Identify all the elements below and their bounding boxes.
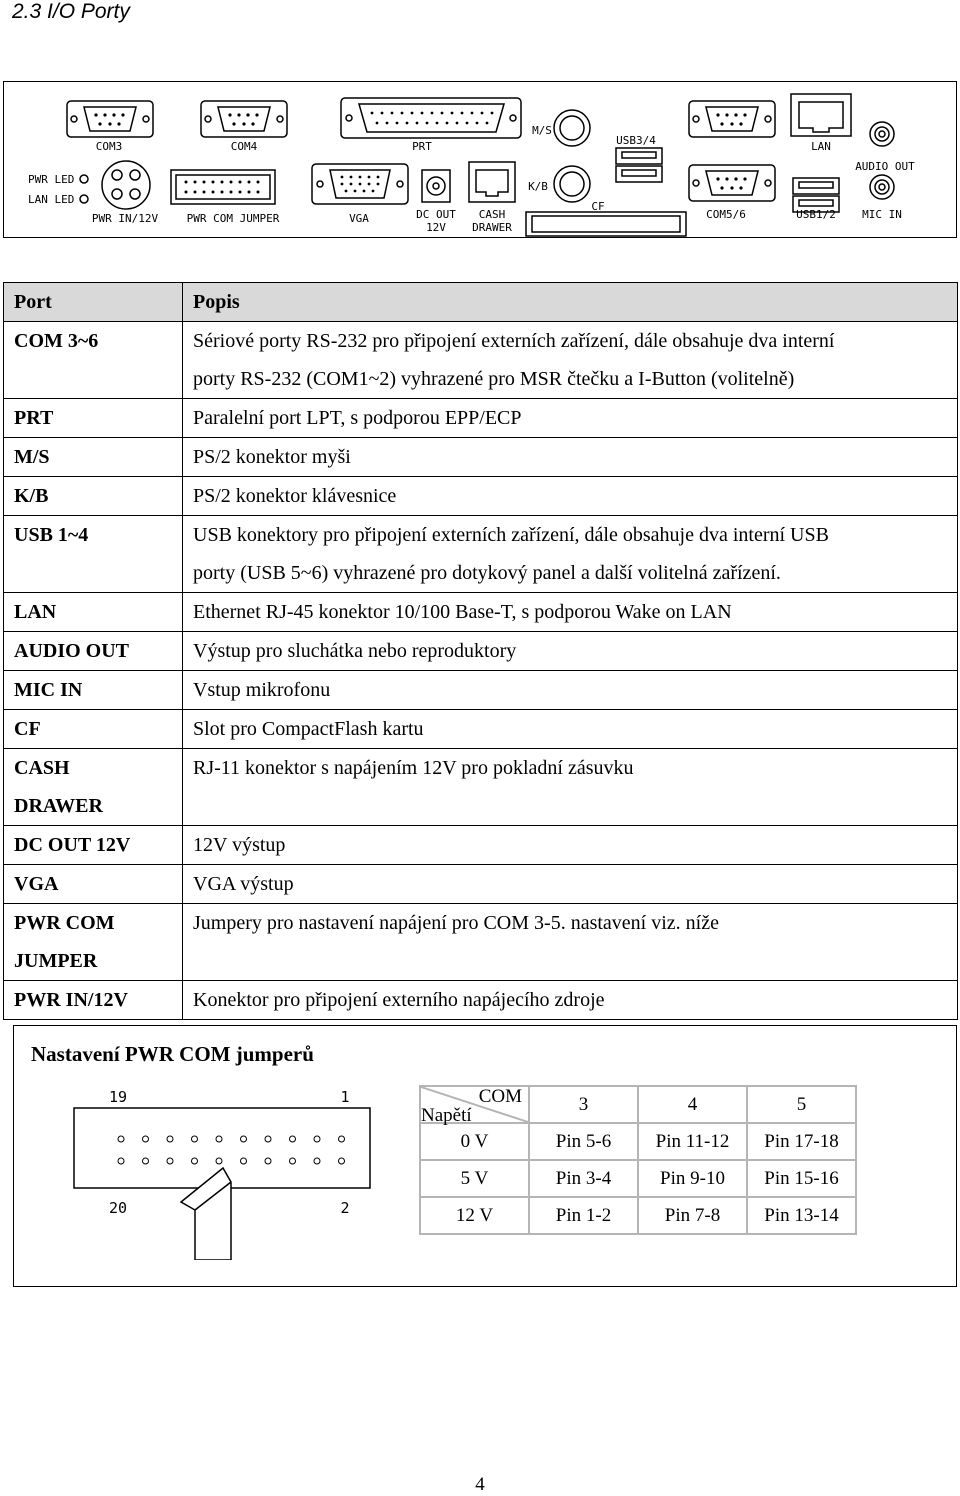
column-com-4: 4 (638, 1086, 747, 1123)
port-description-cell (183, 438, 958, 477)
port-name-line: PRT (14, 407, 54, 429)
pwr-com-jumper-header (171, 170, 275, 204)
port-name-line: PWR IN/12V (14, 989, 128, 1011)
port-description-line: porty RS-232 (COM1~2) vyhrazené pro MSR čtečku a I-Button (volitelně) (193, 368, 795, 390)
jumper-pin (241, 1158, 247, 1164)
prt-connector (341, 98, 521, 138)
jumper-settings-box (13, 1025, 957, 1287)
cf-slot (526, 212, 686, 236)
jumper-header-diagram (73, 1090, 373, 1260)
port-description-cell (183, 399, 958, 438)
port-name-cell (4, 865, 183, 904)
port-description-cell (183, 632, 958, 671)
port-description-line: PS/2 konektor myši (193, 446, 351, 468)
lan-led (80, 195, 88, 203)
port-column-header: Port (4, 283, 183, 322)
port-name-cell (4, 516, 183, 593)
voltage-cell: 12 V (420, 1197, 529, 1234)
mic-in-label: MIC IN (862, 208, 902, 221)
com56-label: COM5/6 (706, 208, 746, 221)
pwr-com-jumper-label: PWR COM JUMPER (186, 212, 280, 225)
mic-in-jack (870, 175, 894, 199)
port-row (4, 593, 958, 632)
jumper-pin (314, 1136, 320, 1142)
audio-out-label: AUDIO OUT (855, 160, 915, 173)
jumper-pin (167, 1158, 173, 1164)
pin-19-label: 19 (108, 1090, 128, 1106)
cash-drawer-rj11 (469, 162, 515, 202)
jumper-title: Nastavení PWR COM jumperů (31, 1042, 314, 1066)
port-description-line: Paralelní port LPT, s podporou EPP/ECP (193, 407, 522, 429)
port-name-line: VGA (14, 873, 59, 895)
lan-led-label: LAN LED (28, 193, 75, 206)
jumper-pin (167, 1136, 173, 1142)
port-description-line: Ethernet RJ-45 konektor 10/100 Base-T, s podporou Wake on LAN (193, 601, 732, 623)
pin-cell: Pin 7-8 (638, 1197, 747, 1234)
jumper-pin (265, 1158, 271, 1164)
port-name-cell (4, 477, 183, 516)
jumper-table-header (420, 1086, 856, 1123)
jumper-table (419, 1085, 857, 1235)
port-row (4, 516, 958, 593)
drawer-label: DRAWER (472, 221, 512, 234)
pin-2-label: 2 (340, 1199, 350, 1217)
pin-cell: Pin 11-12 (638, 1123, 747, 1160)
column-com-3: 3 (529, 1086, 638, 1123)
jumper-pin (143, 1136, 149, 1142)
port-name-line: CF (14, 718, 41, 740)
port-name-line: K/B (14, 485, 49, 507)
vga-label: VGA (349, 212, 369, 225)
com-upper-right-connector (689, 101, 775, 137)
port-name-line: COM 3~6 (14, 330, 99, 352)
jumper-pin (216, 1136, 222, 1142)
port-name-line: MIC IN (14, 679, 83, 701)
usb34-label: USB3/4 (616, 134, 656, 147)
jumper-pin (192, 1136, 198, 1142)
port-name-line: M/S (14, 446, 50, 468)
port-row (4, 671, 958, 710)
port-description-line: RJ-11 konektor s napájením 12V pro pokladní zásuvku (193, 757, 634, 779)
port-description-cell (183, 516, 958, 593)
port-name-line: JUMPER (14, 950, 98, 972)
pin-cell: Pin 1-2 (529, 1197, 638, 1234)
port-name-cell (4, 399, 183, 438)
port-description-line: USB konektory pro připojení externích zařízení, dále obsahuje dva interní USB (193, 524, 829, 546)
usb12-label: USB1/2 (796, 208, 836, 221)
ms-label: M/S (532, 124, 552, 137)
com3-label: COM3 (95, 140, 123, 153)
port-name-line: USB 1~4 (14, 524, 89, 546)
port-name-cell (4, 826, 183, 865)
port-name-cell (4, 632, 183, 671)
pin-cell: Pin 3-4 (529, 1160, 638, 1197)
pwr-led (80, 175, 88, 183)
pin-20-label: 20 (108, 1199, 128, 1217)
port-row (4, 438, 958, 477)
jumper-pin (118, 1136, 124, 1142)
com3-connector (67, 101, 153, 137)
port-row (4, 904, 958, 981)
voltage-cell: 5 V (420, 1160, 529, 1197)
jumper-pin (339, 1158, 345, 1164)
audio-out-jack (870, 122, 894, 146)
port-name-cell (4, 904, 183, 981)
jumper-row-0v (420, 1123, 856, 1160)
ports-table (3, 282, 958, 1020)
port-name-cell (4, 749, 183, 826)
port-name-cell (4, 438, 183, 477)
jumper-table-corner (420, 1086, 529, 1126)
jumper-pin (290, 1136, 296, 1142)
jumper-pin (265, 1136, 271, 1142)
port-description-cell (183, 865, 958, 904)
port-description-cell (183, 710, 958, 749)
port-description-line: Sériové porty RS-232 pro připojení externích zařízení, dále obsahuje dva interní (193, 330, 835, 352)
port-description-cell (183, 477, 958, 516)
com4-connector (201, 101, 287, 137)
port-name-line: DC OUT 12V (14, 834, 131, 856)
jumper-pin (143, 1158, 149, 1164)
lan-rj45-connector (791, 94, 851, 136)
cash-label: CASH (478, 208, 506, 221)
port-description-line: porty (USB 5~6) vyhrazené pro dotykový panel a další volitelná zařízení. (193, 562, 781, 584)
port-description-line: Slot pro CompactFlash kartu (193, 718, 424, 740)
column-com-5: 5 (747, 1086, 856, 1123)
port-row (4, 477, 958, 516)
jumper-pin (241, 1136, 247, 1142)
corner-voltage-label: Napětí (421, 1105, 472, 1126)
com4-label: COM4 (230, 140, 258, 153)
pin-cell: Pin 13-14 (747, 1197, 856, 1234)
port-description-line: Výstup pro sluchátka nebo reproduktory (193, 640, 517, 662)
pin-cell: Pin 5-6 (529, 1123, 638, 1160)
port-description-cell (183, 322, 958, 399)
usb34-connector (616, 148, 662, 182)
jumper-row-12v (420, 1197, 856, 1234)
port-row (4, 399, 958, 438)
section-heading: 2.3 I/O Porty (12, 0, 130, 23)
dc-out-label: DC OUT (416, 208, 456, 221)
voltage-cell: 0 V (420, 1123, 529, 1160)
port-row (4, 749, 958, 826)
port-name-cell (4, 322, 183, 399)
port-row (4, 632, 958, 671)
pin-cell: Pin 15-16 (747, 1160, 856, 1197)
port-description-cell (183, 981, 958, 1020)
pwr-in-connector (102, 161, 150, 209)
port-description-line: 12V výstup (193, 834, 286, 856)
dc-out-jack (422, 170, 450, 202)
port-row (4, 322, 958, 399)
pin-cell: Pin 17-18 (747, 1123, 856, 1160)
lan-label: LAN (811, 140, 831, 153)
port-description-cell (183, 826, 958, 865)
port-description-line: VGA výstup (193, 873, 294, 895)
jumper-row-5v (420, 1160, 856, 1197)
port-name-cell (4, 593, 183, 632)
corner-com-label: COM (478, 1086, 522, 1107)
com56-connector (689, 165, 775, 201)
pin-1-label: 1 (340, 1090, 350, 1106)
ms-ps2-connector (554, 110, 590, 146)
jumper-pin (192, 1158, 198, 1164)
io-panel-diagram (3, 81, 957, 238)
jumper-pin (118, 1158, 124, 1164)
port-name-line: AUDIO OUT (14, 640, 130, 662)
kb-label: K/B (528, 180, 548, 193)
port-row (4, 865, 958, 904)
port-row (4, 826, 958, 865)
port-description-cell (183, 671, 958, 710)
desc-column-header: Popis (183, 283, 958, 322)
jumper-pin (216, 1158, 222, 1164)
cf-label: CF (591, 200, 605, 213)
pwr-in-label: PWR IN/12V (91, 212, 159, 225)
ports-table-header (4, 283, 958, 322)
io-panel-svg (4, 82, 958, 239)
port-name-cell (4, 710, 183, 749)
port-name-line: PWR COM (14, 912, 115, 934)
port-description-line: Konektor pro připojení externího napájecího zdroje (193, 989, 605, 1011)
port-description-line: Jumpery pro nastavení napájení pro COM 3-5. nastavení viz. níže (193, 912, 719, 934)
port-description-line: Vstup mikrofonu (193, 679, 331, 701)
port-name-line: LAN (14, 601, 57, 623)
pwr-led-label: PWR LED (28, 173, 75, 186)
usb12-connector (793, 178, 839, 212)
port-name-line: CASH (14, 757, 70, 779)
jumper-cap-icon (181, 1168, 231, 1260)
port-row (4, 710, 958, 749)
port-description-cell (183, 904, 958, 981)
pin-cell: Pin 9-10 (638, 1160, 747, 1197)
vga-connector (312, 164, 408, 204)
jumper-pin (314, 1158, 320, 1164)
kb-ps2-connector (554, 166, 590, 202)
port-description-cell (183, 593, 958, 632)
port-row (4, 981, 958, 1020)
jumper-pin (290, 1158, 296, 1164)
port-description-line: PS/2 konektor klávesnice (193, 485, 397, 507)
port-description-cell (183, 749, 958, 826)
prt-label: PRT (412, 140, 432, 153)
port-name-cell (4, 671, 183, 710)
port-name-line: DRAWER (14, 795, 103, 817)
page-number: 4 (475, 1474, 485, 1495)
port-name-cell (4, 981, 183, 1020)
jumper-pin (339, 1136, 345, 1142)
dc-out-voltage-label: 12V (426, 221, 446, 234)
